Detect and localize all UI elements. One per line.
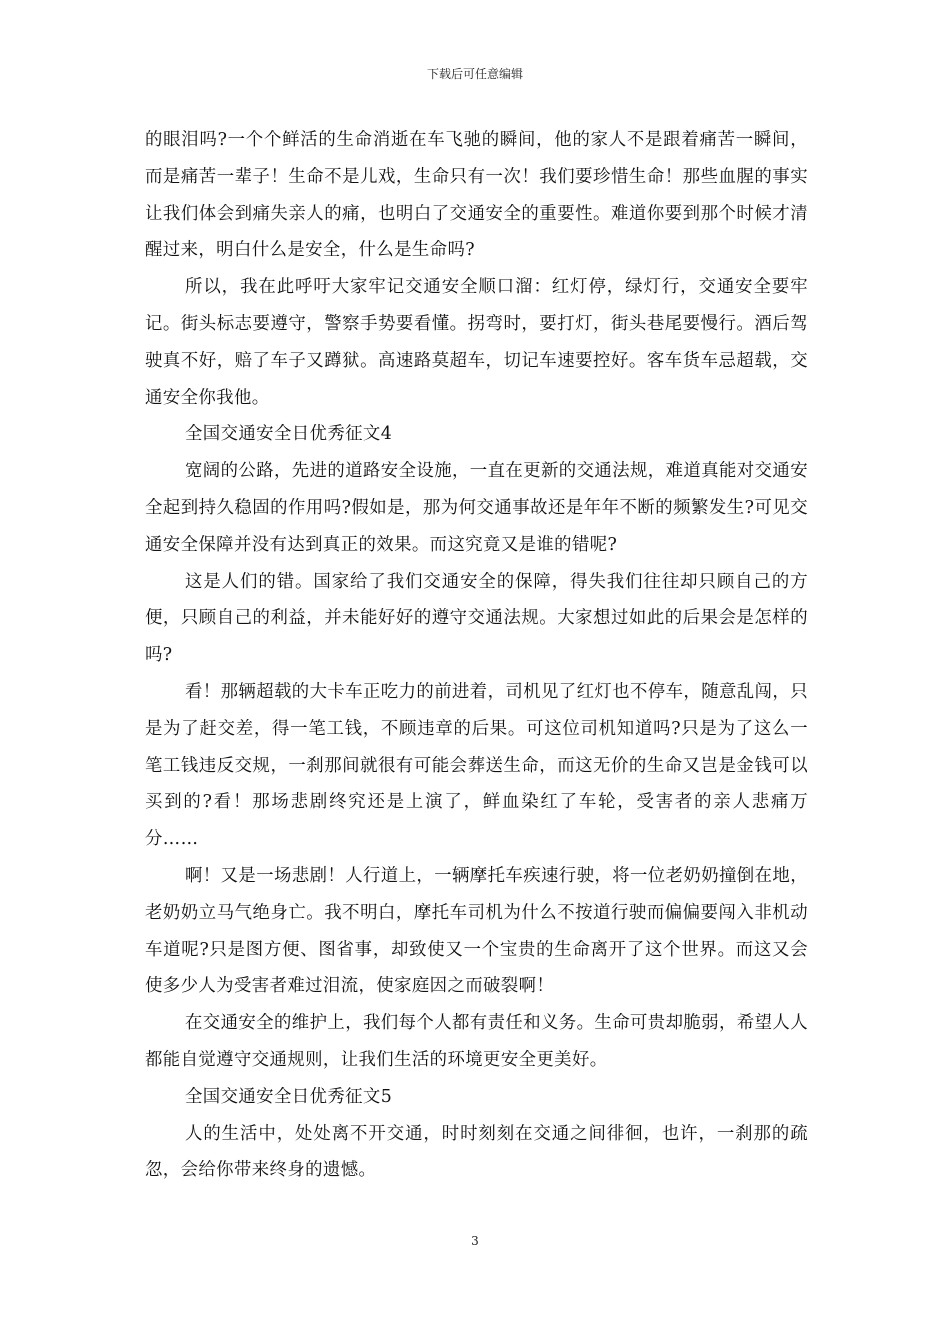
paragraph: 所以，我在此呼吁大家牢记交通安全顺口溜：红灯停，绿灯行，交通安全要牢记。街头标志要遵守，警察手势要看懂。拐弯时，要打灯，街头巷尾要慢行。酒后驾驶真不好，赔了车子又蹲狱。高速路莫超车，切记车速要控好。客车货车忌超载，交通安全你我他。 [145, 277, 808, 408]
page-header: 下载后可任意编辑 [426, 67, 523, 81]
paragraph: 这是人们的错。国家给了我们交通安全的保障，得失我们往往却只顾自己的方便，只顾自己的利益，并未能好好的遵守交通法规。大家想过如此的后果会是怎样的吗? [145, 571, 808, 666]
paragraph: 在交通安全的维护上，我们每个人都有责任和义务。生命可贵却脆弱，希望人人都能自觉遵守交通规则，让我们生活的环境更安全更美好。 [145, 1013, 808, 1070]
paragraph: 人的生活中，处处离不开交通，时时刻刻在交通之间徘徊，也许，一刹那的疏忽，会给你带来终身的遗憾。 [145, 1123, 808, 1181]
paragraph-continuation: 的眼泪吗?一个个鲜活的生命消逝在车飞驰的瞬间，他的家人不是跟着痛苦一瞬间，而是痛苦一辈子！生命不是儿戏，生命只有一次！我们要珍惜生命！那些血腥的事实让我们体会到痛失亲人的痛，也明白了交通安全的重要性。难道你要到那个时候才清醒过来，明白什么是安全，什么是生命吗? [145, 130, 808, 261]
paragraph: 看！那辆超载的大卡车正吃力的前进着，司机见了红灯也不停车，随意乱闯，只是为了赶交差，得一笔工钱，不顾违章的后果。可这位司机知道吗?只是为了这么一笔工钱违反交规，一刹那间就很有可能会葬送生命，而这无价的生命又岂是金钱可以买到的?看！那场悲剧终究还是上演了，鲜血染红了车轮，受害者的亲人悲痛万分…… [145, 681, 808, 850]
document-body [145, 122, 808, 1189]
section-heading: 全国交通安全日优秀征文5 [185, 1086, 393, 1107]
page-number: 3 [471, 1234, 479, 1248]
section-heading: 全国交通安全日优秀征文4 [185, 424, 393, 445]
paragraph: 宽阔的公路，先进的道路安全设施，一直在更新的交通法规，难道真能对交通安全起到持久稳固的作用吗?假如是，那为何交通事故还是年年不断的频繁发生?可见交通安全保障并没有达到真正的效果。而这究竟又是谁的错呢? [145, 461, 808, 555]
paragraph: 啊！又是一场悲剧！人行道上，一辆摩托车疾速行驶，将一位老奶奶撞倒在地，老奶奶立马气绝身亡。我不明白，摩托车司机为什么不按道行驶而偏偏要闯入非机动车道呢?只是图方便、图省事，却致使又一个宝贵的生命离开了这个世界。而这又会使多少人为受害者难过泪流，使家庭因之而破裂啊！ [145, 865, 808, 997]
